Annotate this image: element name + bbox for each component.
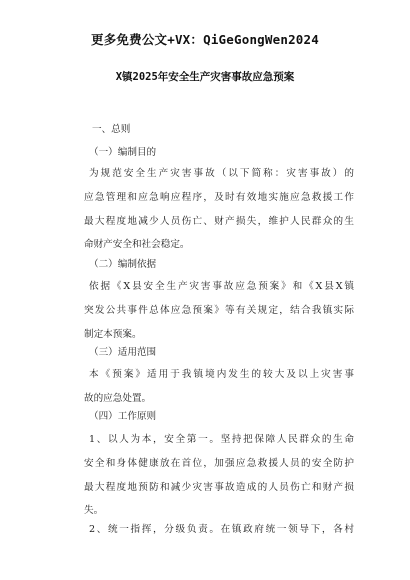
subheading-line: （一）编制目的	[89, 147, 157, 158]
subsection-scope	[84, 341, 354, 365]
paragraph-line: 2、统一指挥，分级负责。在镇政府统一领导下，各村	[89, 524, 354, 535]
paragraph-line: 故的应急处置。	[84, 392, 152, 404]
subsection-basis	[84, 253, 354, 277]
paragraph-line: 突发公共事件总体应急预案》等有关规定，结合我镇实际	[84, 304, 354, 316]
paragraph-line: 制定本预案。	[84, 328, 142, 340]
paragraph-line: 失。	[84, 505, 104, 517]
paragraph-line: 依据《X县安全生产灾害事故应急预案》和《X县X镇	[89, 281, 354, 292]
paragraph-line: 安全和身体健康放在首位，加强应急救援人员的安全防护	[84, 457, 354, 469]
paragraph-line: 最大程度地减少人员伤亡、财产损失，维护人民群众的生	[84, 215, 354, 227]
paragraph-line: 命财产安全和社会稳定。	[84, 239, 190, 251]
paragraph-line: 1、以人为本，安全第一。坚持把保障人民群众的生命	[89, 434, 354, 445]
subheading-line: （三）适用范围	[89, 347, 157, 358]
subsection-principles	[84, 405, 354, 429]
paragraph-scope	[84, 363, 354, 411]
paragraph-basis	[84, 275, 354, 346]
paragraph-principle-1	[84, 428, 354, 523]
subheading-line: （二）编制依据	[89, 259, 157, 270]
subheading-line: （四）工作原则	[89, 411, 157, 422]
paragraph-line: 为规范安全生产灾害事故（以下简称：灾害事故）的	[89, 168, 354, 179]
paragraph-purpose	[84, 162, 354, 257]
paragraph-line: 最大程度地预防和减少灾害事故造成的人员伤亡和财产损	[84, 481, 354, 493]
promo-header: 更多免费公文+VX：QiGeGongWen2024	[91, 32, 319, 47]
document-title: X镇2025年安全生产灾害事故应急预案	[115, 71, 295, 83]
heading-line: 一、总则	[92, 124, 131, 135]
paragraph-line: 应急管理和应急响应程序，及时有效地实施应急救援工作	[84, 191, 354, 203]
paragraph-line: 本《预案》适用于我镇境内发生的较大及以上灾害事	[89, 369, 354, 380]
section-heading-general	[84, 118, 354, 142]
paragraph-principle-2	[84, 518, 354, 542]
